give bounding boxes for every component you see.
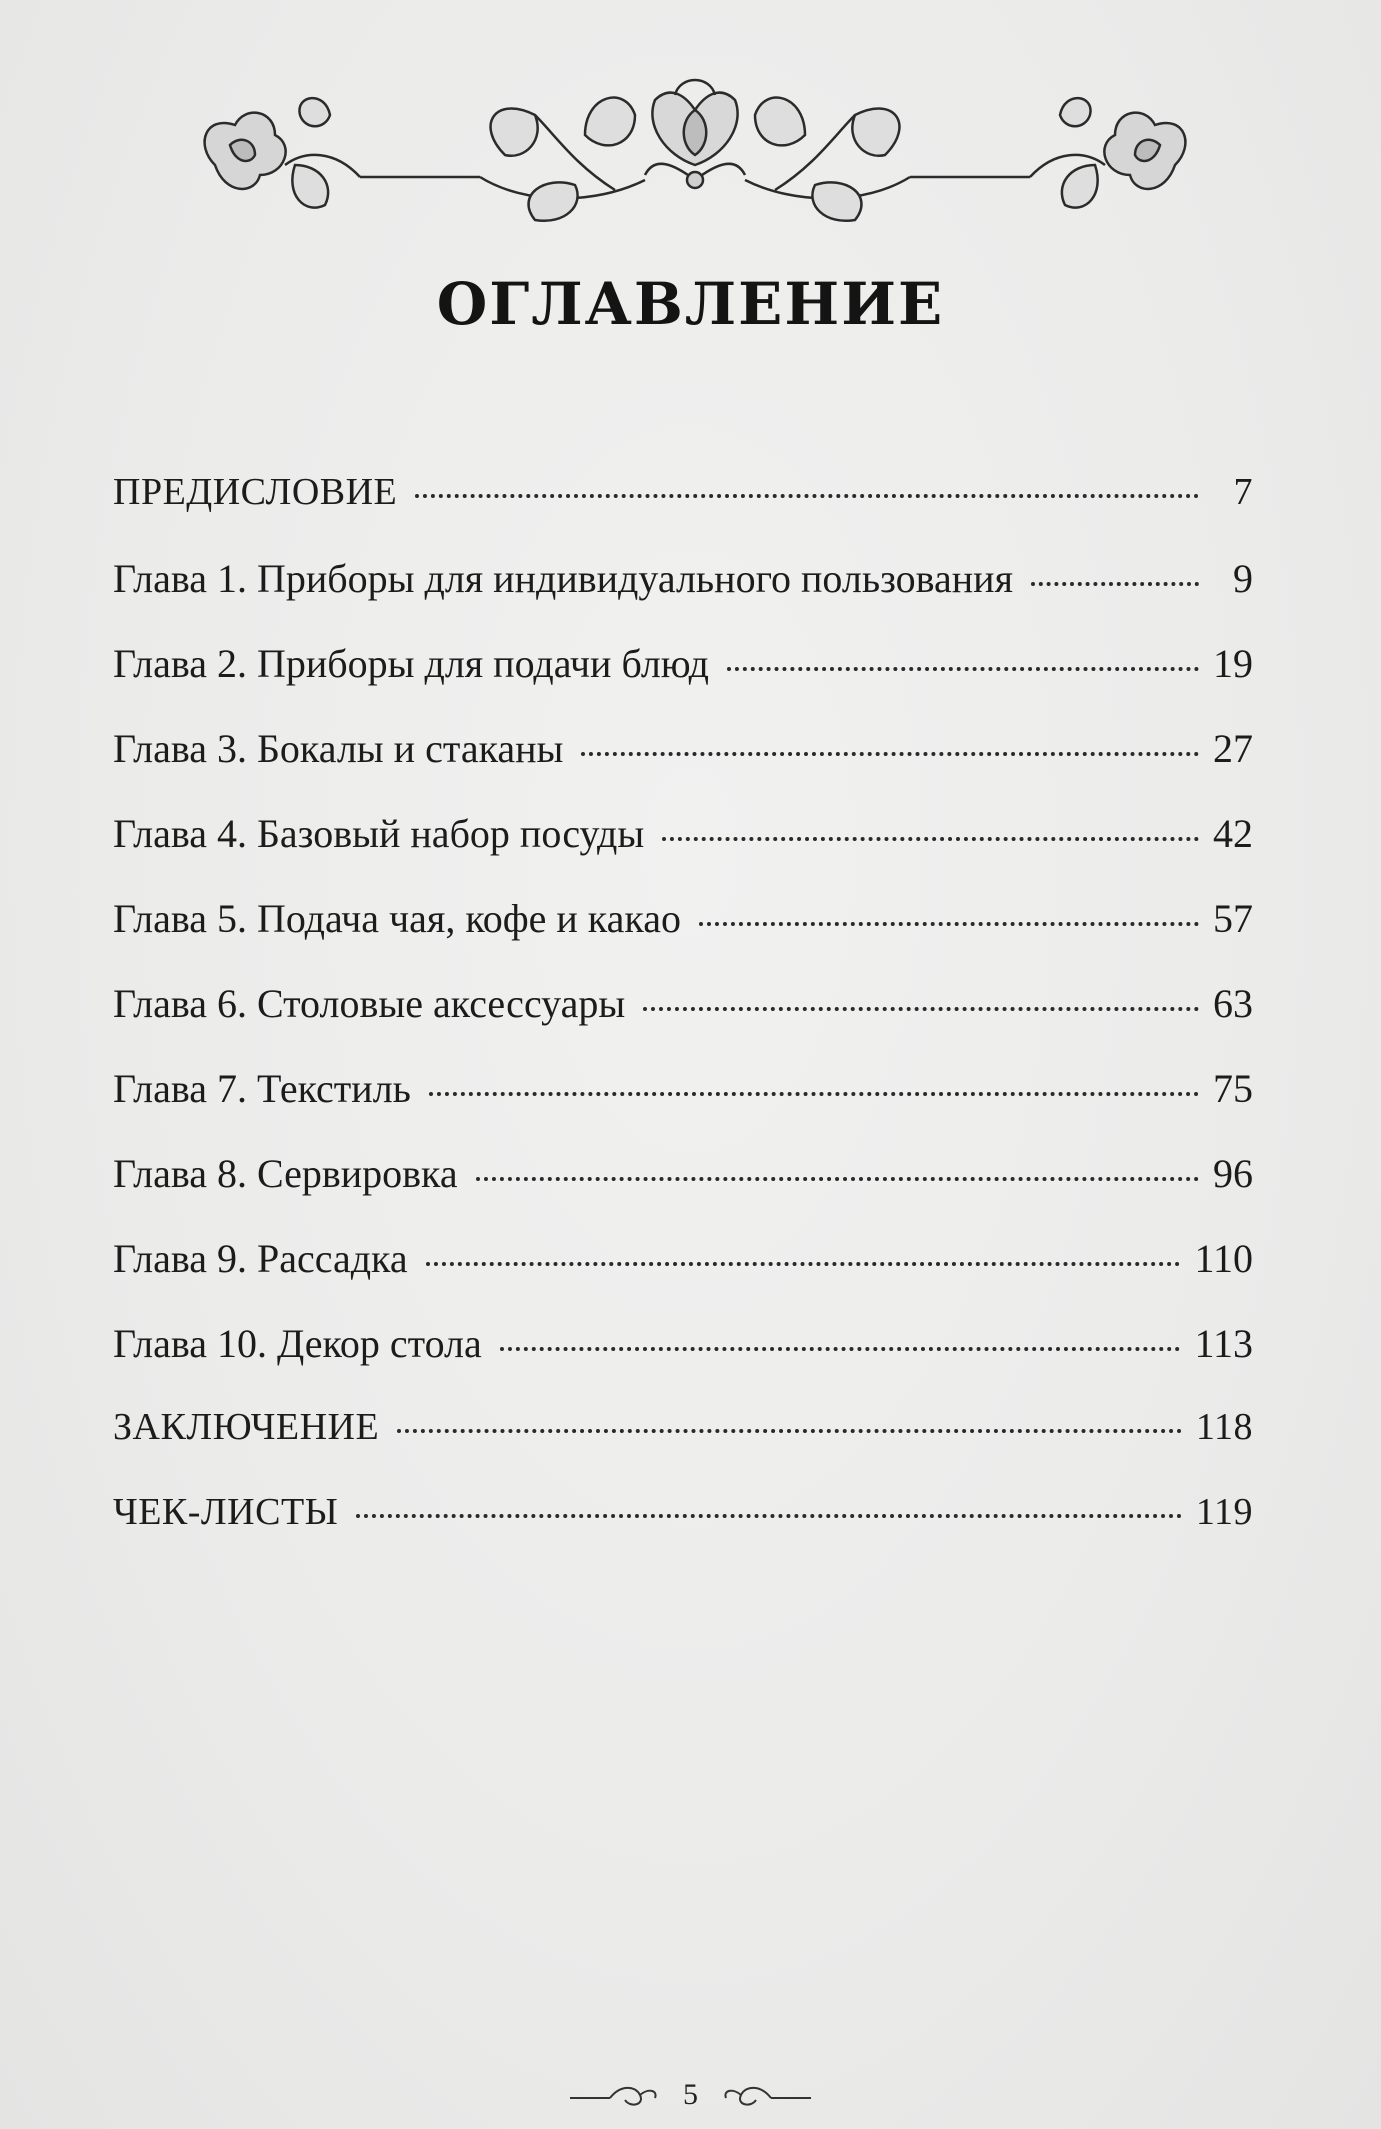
dot-leader bbox=[429, 1092, 1199, 1096]
page-number: 5 bbox=[683, 2078, 698, 2111]
toc-entry bbox=[113, 1405, 1253, 1490]
page-footer bbox=[0, 2078, 1381, 2112]
toc-entry-page: 27 bbox=[1213, 726, 1253, 771]
toc-entry-title: ЧЕК-ЛИСТЫ bbox=[113, 1491, 339, 1533]
toc-entry bbox=[113, 1150, 1253, 1235]
toc-entry bbox=[113, 725, 1253, 810]
toc-entry-page: 63 bbox=[1213, 981, 1253, 1026]
toc-entry bbox=[113, 810, 1253, 895]
table-of-contents bbox=[113, 470, 1253, 1575]
toc-entry bbox=[113, 470, 1253, 555]
toc-entry bbox=[113, 895, 1253, 980]
toc-entry bbox=[113, 980, 1253, 1065]
toc-entry bbox=[113, 640, 1253, 725]
dot-leader bbox=[1031, 582, 1199, 586]
dot-leader bbox=[426, 1262, 1181, 1266]
dot-leader bbox=[476, 1177, 1199, 1181]
dot-leader bbox=[356, 1514, 1182, 1518]
dot-leader bbox=[727, 667, 1199, 671]
floral-ornament-icon bbox=[175, 55, 1215, 230]
toc-entry-page: 42 bbox=[1213, 811, 1253, 856]
toc-entry bbox=[113, 1320, 1253, 1405]
toc-entry-title: Глава 9. Рассадка bbox=[113, 1236, 408, 1281]
toc-entry-title: Глава 3. Бокалы и стаканы bbox=[113, 726, 564, 771]
dot-leader bbox=[643, 1007, 1199, 1011]
dot-leader bbox=[581, 752, 1199, 756]
toc-entry-page: 57 bbox=[1213, 896, 1253, 941]
toc-entry-page: 110 bbox=[1194, 1236, 1253, 1281]
dot-leader bbox=[699, 922, 1199, 926]
dot-leader bbox=[415, 494, 1199, 498]
floral-ornament-small-icon bbox=[721, 2080, 811, 2110]
toc-entry bbox=[113, 1235, 1253, 1320]
toc-entry-page: 113 bbox=[1194, 1321, 1253, 1366]
toc-entry-title: Глава 5. Подача чая, кофе и какао bbox=[113, 896, 681, 941]
toc-entry bbox=[113, 1065, 1253, 1150]
toc-entry bbox=[113, 1490, 1253, 1575]
dot-leader bbox=[397, 1429, 1182, 1433]
toc-entry-title: Глава 7. Текстиль bbox=[113, 1066, 411, 1111]
page-title: ОГЛАВЛЕНИЕ bbox=[436, 270, 945, 338]
toc-entry-page: 9 bbox=[1233, 556, 1253, 601]
toc-entry-page: 7 bbox=[1233, 471, 1253, 513]
toc-entry-page: 75 bbox=[1213, 1066, 1253, 1111]
toc-entry-title: Глава 4. Базовый набор посуды bbox=[113, 811, 645, 856]
floral-ornament-small-icon bbox=[570, 2080, 660, 2110]
toc-entry-page: 19 bbox=[1213, 641, 1253, 686]
toc-entry bbox=[113, 555, 1253, 640]
toc-entry-title: Глава 6. Столовые аксессуары bbox=[113, 981, 626, 1026]
toc-entry-title: ПРЕДИСЛОВИЕ bbox=[113, 471, 398, 513]
toc-entry-title: Глава 1. Приборы для индивидуального пользования bbox=[113, 556, 1013, 601]
toc-entry-title: Глава 8. Сервировка bbox=[113, 1151, 458, 1196]
toc-entry-page: 96 bbox=[1213, 1151, 1253, 1196]
toc-entry-title: Глава 2. Приборы для подачи блюд bbox=[113, 641, 709, 686]
toc-entry-title: Глава 10. Декор стола bbox=[113, 1321, 482, 1366]
dot-leader bbox=[500, 1347, 1181, 1351]
toc-entry-page: 119 bbox=[1195, 1491, 1253, 1533]
dot-leader bbox=[662, 837, 1199, 841]
toc-entry-title: ЗАКЛЮЧЕНИЕ bbox=[113, 1406, 380, 1448]
toc-entry-page: 118 bbox=[1195, 1406, 1253, 1448]
